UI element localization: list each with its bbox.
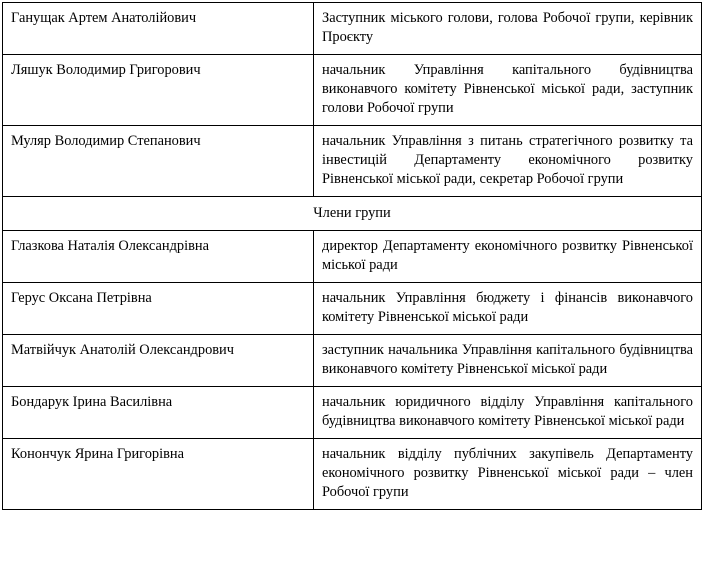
table-row (3, 387, 702, 439)
table-row (3, 335, 702, 387)
member-name: Бондарук Ірина Василівна (3, 387, 314, 439)
member-name: Конончук Ярина Григорівна (3, 439, 314, 510)
section-title: Члени групи (3, 197, 702, 231)
working-group-table (2, 2, 702, 510)
member-role: начальник Управління капітального будівництва виконавчого комітету Рівненської міської ради, заступник голови Робочої групи (314, 55, 702, 126)
table-row (3, 55, 702, 126)
member-name: Ляшук Володимир Григорович (3, 55, 314, 126)
member-role: начальник юридичного відділу Управління капітального будівництва виконавчого комітету Рівненської міської ради (314, 387, 702, 439)
member-name: Ганущак Артем Анатолійович (3, 3, 314, 55)
member-role: начальник відділу публічних закупівель Департаменту економічного розвитку Рівненської міської ради – член Робочої групи (314, 439, 702, 510)
member-role: начальник Управління з питань стратегічного розвитку та інвестицій Департаменту економічного розвитку Рівненської міської ради, секретар Робочої групи (314, 126, 702, 197)
member-role: начальник Управління бюджету і фінансів виконавчого комітету Рівненської міської ради (314, 283, 702, 335)
member-name: Муляр Володимир Степанович (3, 126, 314, 197)
member-name: Глазкова Наталія Олександрівна (3, 231, 314, 283)
section-header-row (3, 197, 702, 231)
table-row (3, 231, 702, 283)
member-name: Матвійчук Анатолій Олександрович (3, 335, 314, 387)
table-row (3, 439, 702, 510)
table-row (3, 3, 702, 55)
member-role: директор Департаменту економічного розвитку Рівненської міської ради (314, 231, 702, 283)
member-role: заступник начальника Управління капітального будівництва виконавчого комітету Рівненської міської ради (314, 335, 702, 387)
member-name: Герус Оксана Петрівна (3, 283, 314, 335)
table-row (3, 283, 702, 335)
member-role: Заступник міського голови, голова Робочої групи, керівник Проєкту (314, 3, 702, 55)
table-row (3, 126, 702, 197)
